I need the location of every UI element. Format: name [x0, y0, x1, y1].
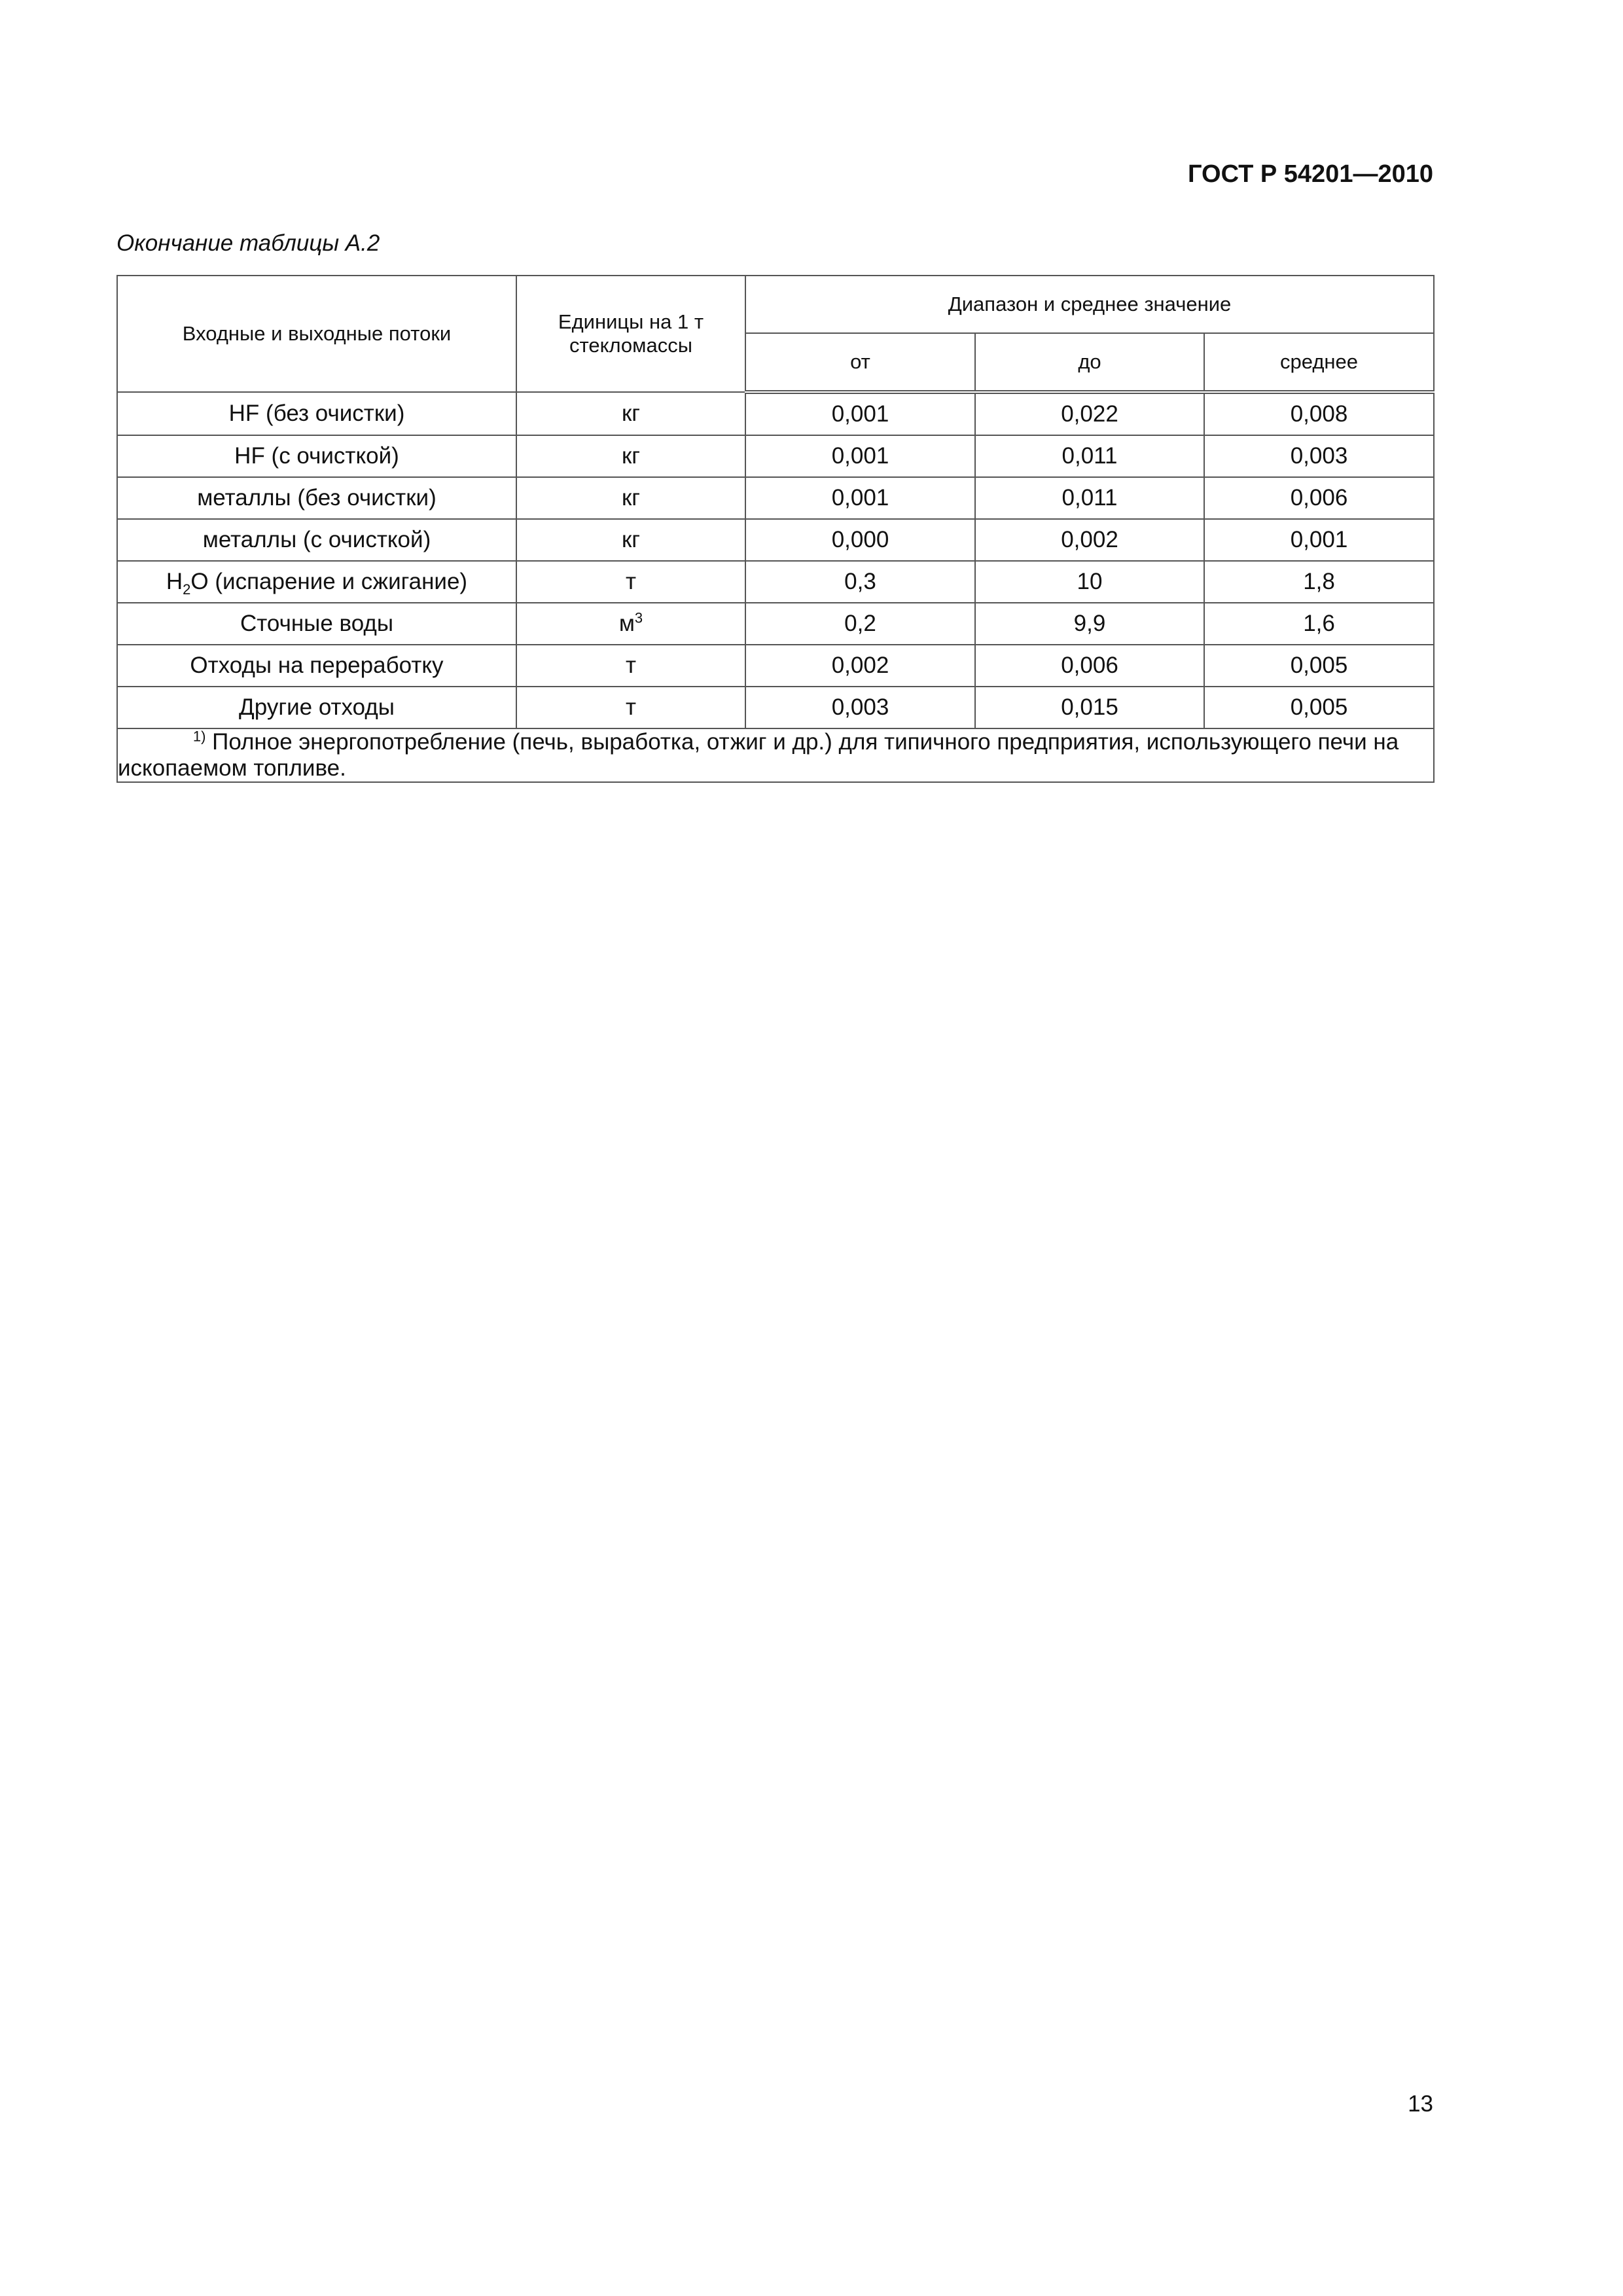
row-flow: HF (с очисткой)	[117, 435, 516, 477]
row-to: 10	[975, 561, 1204, 603]
row-to: 0,011	[975, 435, 1204, 477]
header-range: Диапазон и среднее значение	[745, 276, 1434, 333]
table-footnote	[117, 728, 1434, 782]
table-row	[117, 477, 1434, 519]
flow-subscript: 2	[183, 581, 191, 598]
unit-base: м	[618, 611, 635, 636]
header-from: от	[745, 333, 975, 392]
row-mean: 1,8	[1204, 561, 1434, 603]
row-from: 0,003	[745, 687, 975, 728]
header-units: Единицы на 1 т стекломассы	[516, 276, 745, 392]
footnote-row	[117, 728, 1434, 782]
table-row	[117, 645, 1434, 687]
row-flow: Сточные воды	[117, 603, 516, 645]
flow-prefix: H	[166, 569, 183, 594]
footnote-text: Полное энергопотребление (печь, выработка, отжиг и др.) для типичного предприятия, использующего печи на ископаемом топливе.	[118, 729, 1399, 781]
row-mean: 0,006	[1204, 477, 1434, 519]
page-number: 13	[1408, 2091, 1433, 2117]
row-from: 0,002	[745, 645, 975, 687]
row-flow: металлы (с очисткой)	[117, 519, 516, 561]
table-row	[117, 392, 1434, 435]
row-unit: т	[516, 687, 745, 728]
document-code: ГОСТ Р 54201—2010	[1188, 160, 1433, 188]
row-to: 0,006	[975, 645, 1204, 687]
row-mean: 0,005	[1204, 645, 1434, 687]
row-to: 0,002	[975, 519, 1204, 561]
row-unit: кг	[516, 435, 745, 477]
row-from: 0,000	[745, 519, 975, 561]
row-flow	[117, 561, 516, 603]
row-unit: т	[516, 561, 745, 603]
row-mean: 0,001	[1204, 519, 1434, 561]
row-flow: металлы (без очистки)	[117, 477, 516, 519]
row-unit: кг	[516, 392, 745, 435]
row-mean: 0,003	[1204, 435, 1434, 477]
header-flows: Входные и выходные потоки	[117, 276, 516, 392]
flow-suffix: O (испарение и сжигание)	[190, 569, 468, 594]
row-mean: 1,6	[1204, 603, 1434, 645]
row-unit: кг	[516, 519, 745, 561]
row-mean: 0,005	[1204, 687, 1434, 728]
row-to: 0,022	[975, 392, 1204, 435]
row-from: 0,2	[745, 603, 975, 645]
header-mean: среднее	[1204, 333, 1434, 392]
row-unit: кг	[516, 477, 745, 519]
row-flow: Отходы на переработку	[117, 645, 516, 687]
row-mean: 0,008	[1204, 392, 1434, 435]
table-row	[117, 561, 1434, 603]
row-to: 9,9	[975, 603, 1204, 645]
table-caption: Окончание таблицы А.2	[116, 230, 380, 256]
table-row	[117, 435, 1434, 477]
table-row	[117, 603, 1434, 645]
table-row	[117, 519, 1434, 561]
row-to: 0,015	[975, 687, 1204, 728]
data-table	[116, 275, 1435, 783]
row-from: 0,001	[745, 392, 975, 435]
row-to: 0,011	[975, 477, 1204, 519]
table-row	[117, 687, 1434, 728]
row-unit	[516, 603, 745, 645]
header-to: до	[975, 333, 1204, 392]
row-unit: т	[516, 645, 745, 687]
row-flow: Другие отходы	[117, 687, 516, 728]
row-from: 0,001	[745, 477, 975, 519]
row-flow: HF (без очистки)	[117, 392, 516, 435]
row-from: 0,001	[745, 435, 975, 477]
footnote-mark: 1)	[192, 728, 206, 745]
unit-superscript: 3	[634, 609, 643, 626]
row-from: 0,3	[745, 561, 975, 603]
